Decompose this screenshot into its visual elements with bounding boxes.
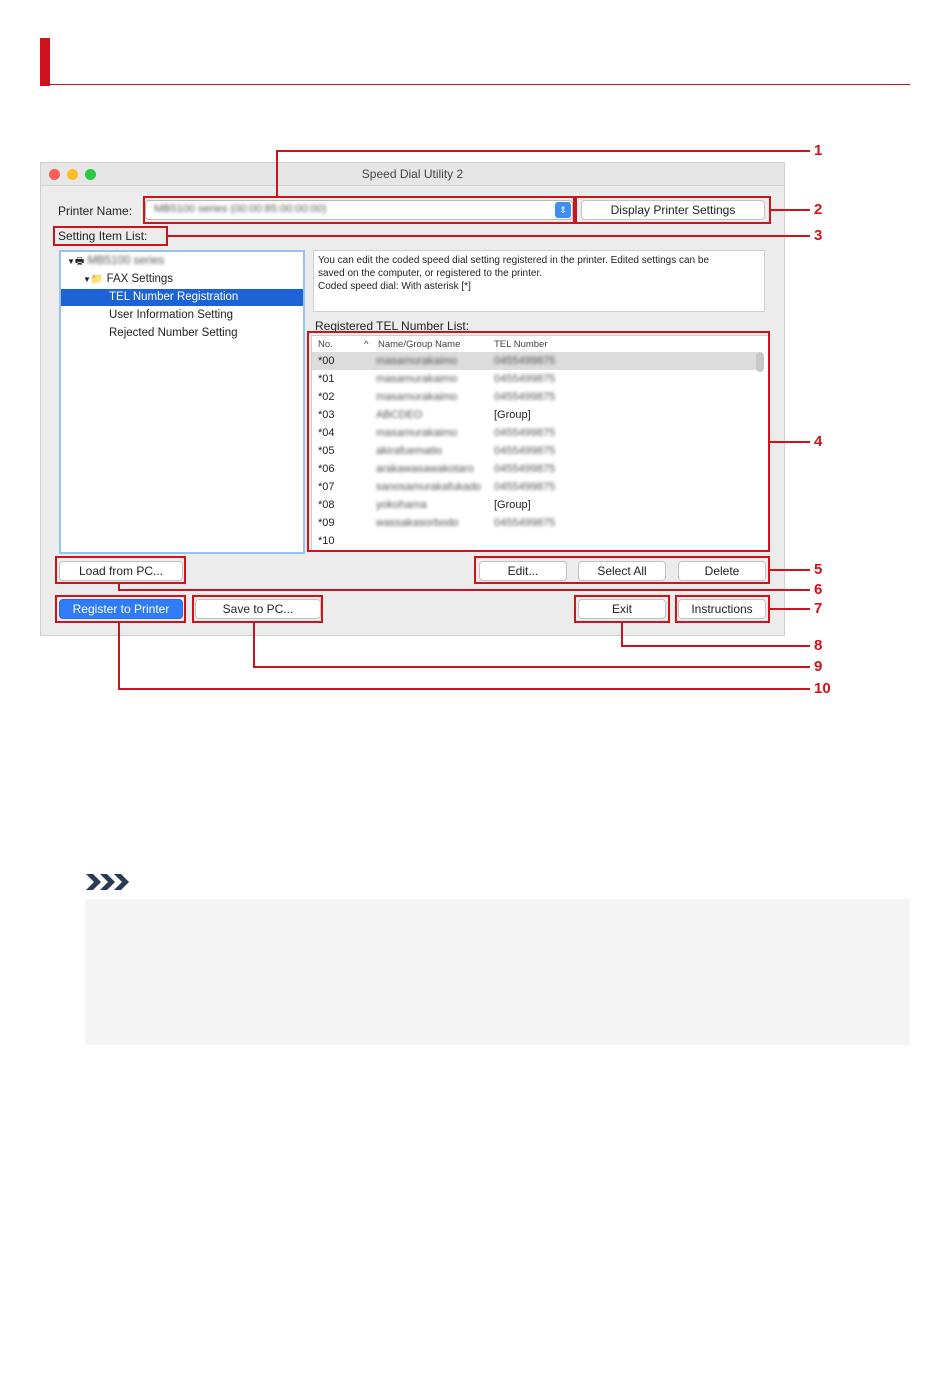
select-all-button[interactable]: Select All (578, 561, 666, 581)
title-bar (41, 163, 784, 186)
callout-box-3 (53, 226, 168, 246)
display-printer-settings-button[interactable]: Display Printer Settings (581, 200, 765, 220)
callout-number: 1 (814, 142, 823, 159)
note-box (85, 899, 910, 1045)
row-number: *03 (318, 409, 335, 421)
row-name: arakawasawakotaro (376, 463, 474, 475)
row-number: *07 (318, 481, 335, 493)
row-number: *04 (318, 427, 335, 439)
callout-number: 3 (814, 227, 823, 244)
row-tel-number: 0455499875 (494, 391, 556, 403)
register-to-printer-button[interactable]: Register to Printer (59, 599, 183, 619)
row-tel-number: [Group] (494, 409, 531, 421)
leader-line (621, 623, 623, 646)
updown-chevron-icon: ⇕ (555, 202, 571, 218)
row-tel-number: 0455499875 (494, 355, 556, 367)
callout-number: 7 (814, 600, 823, 617)
row-number: *05 (318, 445, 335, 457)
leader-line (770, 441, 810, 443)
tree-item-rejected-number-setting[interactable]: Rejected Number Setting (109, 327, 238, 339)
callout-box-9 (192, 595, 323, 623)
row-name: ABCDEO (376, 409, 423, 421)
printer-name-label: Printer Name: (58, 204, 133, 218)
row-tel-number: 0455499875 (494, 427, 556, 439)
row-tel-number: 0455499875 (494, 517, 556, 529)
setting-item-list-label: Setting Item List: (58, 229, 148, 243)
tree-fax-settings-label: FAX Settings (106, 273, 174, 285)
callout-number: 5 (814, 561, 823, 578)
tree-root-label: MB5100 series (87, 255, 165, 267)
tree-fax-settings[interactable] (83, 271, 173, 288)
column-header-name[interactable]: Name/Group Name (378, 339, 461, 350)
leader-line (253, 666, 810, 668)
save-to-pc-button[interactable]: Save to PC... (195, 599, 321, 619)
load-from-pc-button[interactable]: Load from PC... (59, 561, 183, 581)
info-line: Coded speed dial: With asterisk [*] (318, 281, 471, 292)
callout-box-4 (307, 331, 770, 552)
edit-button[interactable]: Edit... (479, 561, 567, 581)
leader-line (276, 150, 810, 152)
info-line: You can edit the coded speed dial setting registered in the printer. Edited settings can be (318, 255, 710, 266)
callout-box-8 (574, 595, 670, 623)
row-name: yokohama (376, 499, 427, 511)
tree-item-tel-number-registration[interactable]: TEL Number Registration (61, 289, 303, 306)
registered-list-label: Registered TEL Number List: (315, 319, 470, 333)
delete-button[interactable]: Delete (678, 561, 766, 581)
row-tel-number: [Group] (494, 499, 531, 511)
leader-line (118, 623, 120, 689)
row-name: akirafuematio (376, 445, 443, 457)
callout-box-5 (474, 556, 770, 584)
row-tel-number: 0455499875 (494, 445, 556, 457)
callout-box-10 (55, 595, 186, 623)
leader-line (118, 589, 810, 591)
row-name: wassakasorbodo (376, 517, 459, 529)
exit-button[interactable]: Exit (578, 599, 666, 619)
column-header-tel[interactable]: TEL Number (494, 339, 548, 350)
leader-line (276, 150, 278, 196)
leader-line (770, 569, 810, 571)
leader-line (771, 209, 810, 211)
row-number: *01 (318, 373, 335, 385)
instructions-button[interactable]: Instructions (678, 599, 766, 619)
info-text-box (313, 250, 765, 312)
callout-number: 10 (814, 680, 831, 697)
callout-number: 9 (814, 658, 823, 675)
leader-line (621, 645, 810, 647)
row-tel-number: 0455499875 (494, 373, 556, 385)
row-tel-number: 0455499875 (494, 481, 556, 493)
disclosure-triangle-icon[interactable]: ▼ (67, 257, 75, 266)
row-tel-number: 0455499875 (494, 463, 556, 475)
leader-line (770, 608, 810, 610)
tree-root[interactable] (67, 253, 164, 270)
callout-box-1 (143, 196, 575, 224)
callout-number: 2 (814, 201, 823, 218)
setting-item-tree[interactable] (59, 250, 305, 554)
window-title: Speed Dial Utility 2 (361, 167, 464, 181)
row-number: *02 (318, 391, 335, 403)
row-number: *10 (318, 535, 335, 547)
tree-item-user-information-setting[interactable]: User Information Setting (109, 309, 234, 321)
printer-name-value: MB5100 series (00:00:85:00:00:00) (154, 203, 327, 215)
row-number: *09 (318, 517, 335, 529)
callout-box-7 (675, 595, 770, 623)
row-name: masamurakaimo (376, 373, 458, 385)
row-number: *08 (318, 499, 335, 511)
row-name: masamurakaimo (376, 427, 458, 439)
row-number: *06 (318, 463, 335, 475)
leader-line (118, 688, 810, 690)
callout-box-6 (55, 556, 186, 584)
column-header-no[interactable]: No. (318, 339, 333, 350)
sort-ascending-icon: ^ (364, 339, 369, 350)
disclosure-triangle-icon[interactable]: ▼ (83, 275, 91, 284)
callout-number: 8 (814, 637, 823, 654)
leader-line (168, 235, 810, 237)
callout-number: 6 (814, 581, 823, 598)
row-name: masamurakaimo (376, 391, 458, 403)
info-line: saved on the computer, or registered to the printer. (318, 268, 543, 279)
row-name: masamurakaimo (376, 355, 458, 367)
row-number: *00 (318, 355, 335, 367)
leader-line (253, 623, 255, 667)
section-rule (40, 84, 910, 85)
section-marker (40, 38, 50, 86)
row-name: sanosamurakafukado (376, 481, 482, 493)
folder-icon: 📁 (90, 274, 104, 285)
printer-icon: 🖶 (74, 256, 85, 267)
callout-box-2 (575, 196, 771, 224)
callout-number: 4 (814, 433, 823, 450)
note-icon (86, 872, 132, 892)
